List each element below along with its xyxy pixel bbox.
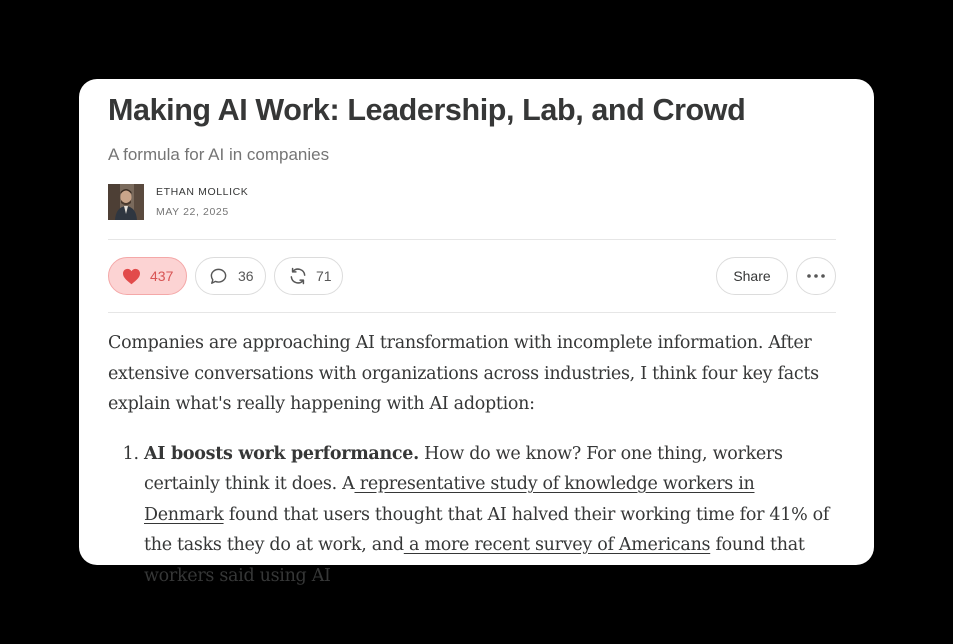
avatar-image [108,184,144,220]
like-button[interactable] [108,257,187,295]
post-body [108,328,836,591]
restack-button[interactable] [274,257,343,295]
intro-paragraph: Companies are approaching AI transformation with incomplete information. After extensive conversations with organizations across industries, I think four key facts explain what's really happening with AI adoption: [108,333,819,414]
list-item-heading: AI boosts work performance. [144,443,419,464]
post-card [79,79,874,586]
heart-icon [122,268,141,285]
restack-icon [288,266,308,286]
more-horizontal-icon [807,274,825,278]
post-title: Making AI Work: Leadership, Lab, and Crowd [108,93,746,127]
key-facts-list [108,439,836,592]
list-item-text: How do we know? For one thing, workers certainly think it does. A [144,443,783,494]
list-item-text: found that workers said using AI [144,535,805,586]
denmark-study-link[interactable]: representative study of knowledge workers in Denmark [144,474,755,525]
restack-count: 71 [316,268,332,284]
comment-count: 36 [238,268,254,284]
more-button[interactable] [796,257,836,295]
post-date: MAY 22, 2025 [156,206,229,218]
divider-top [108,239,836,240]
comment-bubble-icon [209,267,228,286]
americans-survey-link[interactable]: a more recent survey of Americans [403,535,711,555]
divider-bottom [108,312,836,313]
like-count: 437 [150,268,174,284]
share-button[interactable]: Share [716,257,788,295]
post-subtitle: A formula for AI in companies [108,145,330,164]
author-avatar[interactable] [108,184,144,220]
comment-button[interactable] [195,257,266,295]
author-name[interactable]: ETHAN MOLLICK [156,186,249,198]
list-item [144,439,836,592]
list-item-text: found that users thought that AI halved their working time for 41% of the tasks they do at work, and [144,504,830,555]
